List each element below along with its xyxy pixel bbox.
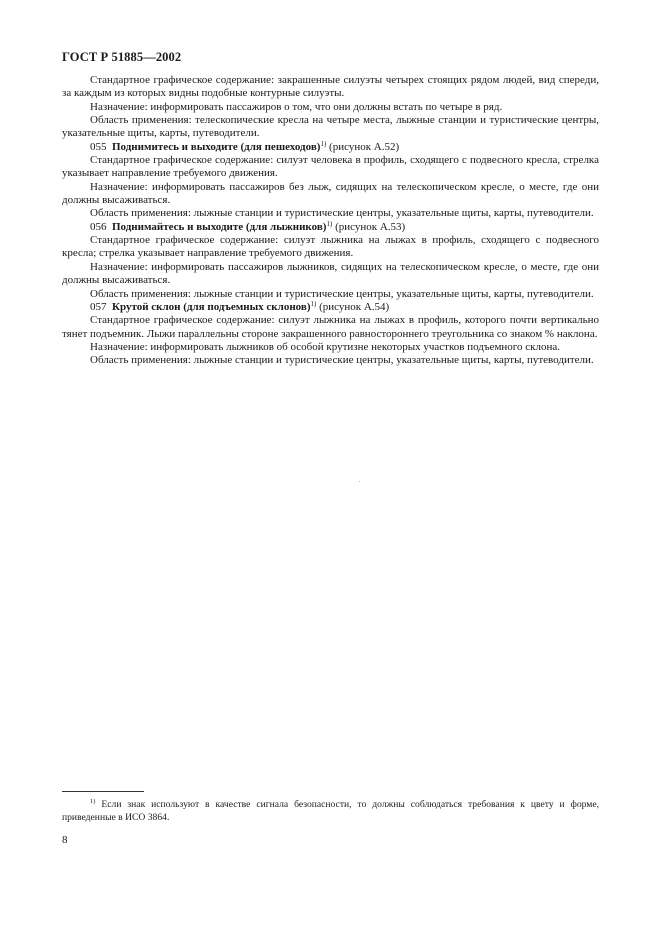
entry-title: Поднимайтесь и выходите (для лыжников)	[112, 220, 327, 233]
footnote-text	[62, 798, 599, 824]
continuation-content: Стандартное графическое содержание: закрашенные силуэты четырех стоящих рядом людей, вид спереди, за каждым из которых видны подобные контурные силуэты.	[62, 74, 599, 100]
footnote	[62, 798, 599, 824]
entry-title: Крутой склон (для подъемных склонов)	[112, 300, 311, 313]
entry-number: 057	[90, 300, 107, 313]
entry-056-application: Область применения: лыжные станции и туристические центры, указательные щиты, карты, путеводители.	[90, 287, 594, 300]
footnote-ref: 1)	[326, 219, 333, 228]
scan-speck	[359, 481, 360, 482]
entry-057-heading	[62, 301, 599, 314]
entry-057-application: Область применения: лыжные станции и туристические центры, указательные щиты, карты, путеводители.	[90, 354, 594, 367]
entry-055-content: Стандартное графическое содержание: силуэт человека в профиль, сходящего с подвесного кресла, стрелка указывает направление требуемого движения.	[62, 154, 599, 180]
figure-ref: (рисунок А.52)	[329, 140, 400, 153]
figure-ref: (рисунок А.53)	[335, 220, 406, 233]
footnote-ref: 1)	[320, 139, 327, 148]
entry-055-purpose: Назначение: информировать пассажиров без лыж, сидящих на телескопическом кресле, о месте, где они должны высаживаться.	[62, 180, 599, 207]
document-body	[62, 74, 599, 368]
entry-title: Поднимитесь и выходите (для пешеходов)	[112, 140, 321, 153]
continuation-application: Область применения: телескопические кресла на четыре места, лыжные станции и туристические центры, указательные щиты, карты, путеводители.	[62, 114, 599, 140]
footnote-body: Если знак используют в качестве сигнала безопасности, то должны соблюдаться требования к цвету и форме, приведенные в ИСО 3864.	[62, 799, 599, 823]
figure-ref: (рисунок А.54)	[319, 300, 390, 313]
entry-055-application: Область применения: лыжные станции и туристические центры, указательные щиты, карты, путеводители.	[90, 207, 594, 220]
footnote-divider	[62, 791, 144, 792]
entry-number: 055	[90, 140, 107, 153]
entry-number: 056	[90, 220, 107, 233]
entry-056-heading	[62, 221, 599, 234]
entry-057-content: Стандартное графическое содержание: силуэт лыжника на лыжах в профиль, которого почти вертикально тянет подъемник. Лыжи параллельны стороне закрашенного равностороннего треугольника со знаком % наклона.	[62, 314, 599, 340]
footnote-mark: 1)	[90, 798, 96, 805]
page-number: 8	[62, 834, 68, 846]
entry-055-heading	[62, 141, 599, 154]
entry-056-purpose: Назначение: информировать пассажиров лыжников, сидящих на телескопическом кресле, о месте, где они должны высаживаться.	[62, 260, 599, 287]
footnote-ref: 1)	[310, 299, 317, 308]
entry-057-purpose: Назначение: информировать лыжников об особой крутизне некоторых участков подъемного склона.	[90, 340, 561, 353]
document-header: ГОСТ Р 51885—2002	[62, 50, 182, 64]
entry-056-content: Стандартное графическое содержание: силуэт лыжника на лыжах в профиль, сходящего с подвесного кресла; стрелка указывает направление требуемого движения.	[62, 234, 599, 260]
continuation-purpose: Назначение: информировать пассажиров о том, что они должны встать по четыре в ряд.	[90, 100, 503, 113]
